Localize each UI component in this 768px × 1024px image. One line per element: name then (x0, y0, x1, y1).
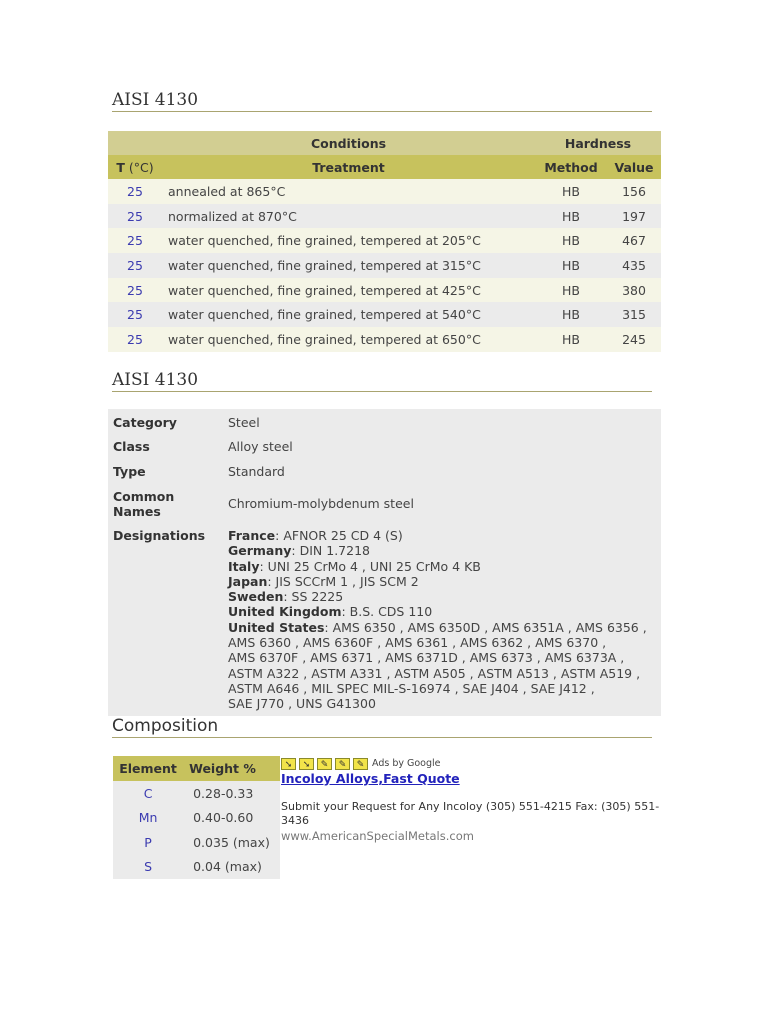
header-hardness: Hardness (535, 131, 661, 155)
cell-method: HB (535, 327, 607, 352)
table-row (108, 228, 661, 253)
cell-value: 197 (607, 204, 661, 229)
table-header-row (108, 155, 661, 179)
table-row (113, 781, 280, 806)
cell-weight: 0.04 (max) (183, 855, 280, 880)
cell-value: 467 (607, 228, 661, 253)
designation-line (228, 589, 658, 604)
designation-country: Italy (228, 558, 260, 574)
ad-pencil-icon[interactable]: ✎ (317, 758, 332, 770)
cell-element: S (113, 855, 183, 880)
designation-country: United States (228, 619, 325, 635)
cell-weight: 0.035 (max) (183, 830, 280, 855)
designation-line (228, 528, 658, 543)
cell-temperature: 25 (108, 179, 162, 204)
table-row (108, 302, 661, 327)
cell-element: C (113, 781, 183, 806)
ad-arrow-icon[interactable]: ➘ (299, 758, 314, 770)
table-row (108, 204, 661, 229)
cell-treatment: normalized at 870°C (162, 204, 535, 229)
ad-link[interactable]: Incoloy Alloys,Fast Quote (281, 771, 460, 786)
designation-standards: ASTM A646 , MIL SPEC MIL-S-16974 , SAE J404 , SAE J412 , (228, 680, 595, 696)
table-header-row (108, 131, 661, 155)
properties-panel (108, 409, 661, 716)
designation-line (228, 696, 658, 711)
cell-temperature: 25 (108, 302, 162, 327)
cell-treatment: water quenched, fine grained, tempered at 205°C (162, 228, 535, 253)
table-header-row (113, 756, 280, 781)
header-weight: Weight % (183, 756, 280, 781)
header-empty (108, 131, 162, 155)
header-value: Value (607, 155, 661, 179)
cell-value: 245 (607, 327, 661, 352)
header-method: Method (535, 155, 607, 179)
table-row (113, 806, 280, 831)
cell-weight: 0.28-0.33 (183, 781, 280, 806)
property-value: Chromium-molybdenum steel (228, 496, 414, 511)
cell-element: P (113, 830, 183, 855)
designations-list (228, 528, 658, 712)
designation-standards: AMS 6370F , AMS 6371 , AMS 6371D , AMS 6373 , AMS 6373A , (228, 650, 625, 666)
ad-icons (281, 757, 661, 770)
ad-pencil-icon[interactable]: ✎ (353, 758, 368, 770)
designation-line (228, 681, 658, 696)
designation-line (228, 543, 658, 558)
cell-weight: 0.40-0.60 (183, 806, 280, 831)
designation-line (228, 559, 658, 574)
property-label: Designations (113, 528, 206, 543)
designation-country: Sweden (228, 589, 284, 605)
designation-standards: : SS 2225 (283, 589, 344, 605)
table-row (108, 327, 661, 352)
property-label: Category (113, 415, 177, 430)
table-row (113, 855, 280, 880)
cell-temperature: 25 (108, 204, 162, 229)
designation-line (228, 666, 658, 681)
cell-temperature: 25 (108, 253, 162, 278)
cell-temperature: 25 (108, 278, 162, 303)
designation-standards: AMS 6360 , AMS 6360F , AMS 6361 , AMS 6362 , AMS 6370 , (228, 635, 607, 651)
section-title-properties: AISI 4130 (112, 370, 652, 392)
cell-method: HB (535, 179, 607, 204)
property-value: Standard (228, 464, 285, 479)
table-row (108, 179, 661, 204)
cell-method: HB (535, 253, 607, 278)
designation-standards: ASTM A322 , ASTM A331 , ASTM A505 , ASTM A513 , ASTM A519 , (228, 665, 641, 681)
section-title-composition: Composition (112, 716, 652, 738)
cell-temperature: 25 (108, 228, 162, 253)
cell-treatment: water quenched, fine grained, tempered at 650°C (162, 327, 535, 352)
property-value: Alloy steel (228, 439, 293, 454)
header-treatment: Treatment (162, 155, 535, 179)
designation-country: France (228, 528, 276, 543)
header-temperature: T (°C) (108, 155, 162, 179)
cell-value: 380 (607, 278, 661, 303)
cell-temperature: 25 (108, 327, 162, 352)
designation-line (228, 604, 658, 619)
header-element: Element (113, 756, 183, 781)
cell-value: 435 (607, 253, 661, 278)
designation-standards: : JIS SCCrM 1 , JIS SCM 2 (267, 573, 419, 589)
table-row (113, 830, 280, 855)
designation-line (228, 574, 658, 589)
property-value: Steel (228, 415, 260, 430)
section-title-hardness: AISI 4130 (112, 90, 652, 112)
ad-block (281, 757, 661, 843)
designation-country: Japan (228, 573, 268, 589)
cell-method: HB (535, 204, 607, 229)
designation-standards: : UNI 25 CrMo 4 , UNI 25 CrMo 4 KB (259, 558, 481, 574)
designation-standards: : B.S. CDS 110 (341, 604, 433, 620)
cell-treatment: water quenched, fine grained, tempered at 425°C (162, 278, 535, 303)
designation-line (228, 635, 658, 650)
designation-standards: : DIN 1.7218 (291, 543, 370, 559)
cell-method: HB (535, 302, 607, 327)
designation-line (228, 650, 658, 665)
designation-country: Germany (228, 543, 292, 559)
cell-value: 315 (607, 302, 661, 327)
table-row (108, 253, 661, 278)
ad-text: Submit your Request for Any Incoloy (305) 551-4215 Fax: (305) 551-3436 (281, 800, 660, 827)
cell-treatment: water quenched, fine grained, tempered at 315°C (162, 253, 535, 278)
hardness-table (108, 131, 661, 352)
designation-line (228, 620, 658, 635)
designation-standards: : AMS 6350 , AMS 6350D , AMS 6351A , AMS 6356 , (324, 619, 647, 635)
property-label: Class (113, 439, 150, 454)
table-row (108, 278, 661, 303)
header-conditions: Conditions (162, 131, 535, 155)
ad-arrow-icon[interactable]: ➘ (281, 758, 296, 770)
ads-by-google[interactable]: Ads by Google (372, 758, 441, 769)
cell-value: 156 (607, 179, 661, 204)
cell-treatment: water quenched, fine grained, tempered at 540°C (162, 302, 535, 327)
property-label: Type (113, 464, 146, 479)
property-label: Common Names (113, 489, 175, 519)
cell-treatment: annealed at 865°C (162, 179, 535, 204)
cell-method: HB (535, 278, 607, 303)
cell-method: HB (535, 228, 607, 253)
designation-standards: SAE J770 , UNS G41300 (228, 696, 376, 712)
ad-url[interactable]: www.AmericanSpecialMetals.com (281, 829, 474, 843)
composition-table (113, 756, 280, 879)
cell-element: Mn (113, 806, 183, 831)
ad-pencil-icon[interactable]: ✎ (335, 758, 350, 770)
designation-standards: : AFNOR 25 CD 4 (S) (275, 528, 403, 543)
designation-country: United Kingdom (228, 604, 342, 620)
